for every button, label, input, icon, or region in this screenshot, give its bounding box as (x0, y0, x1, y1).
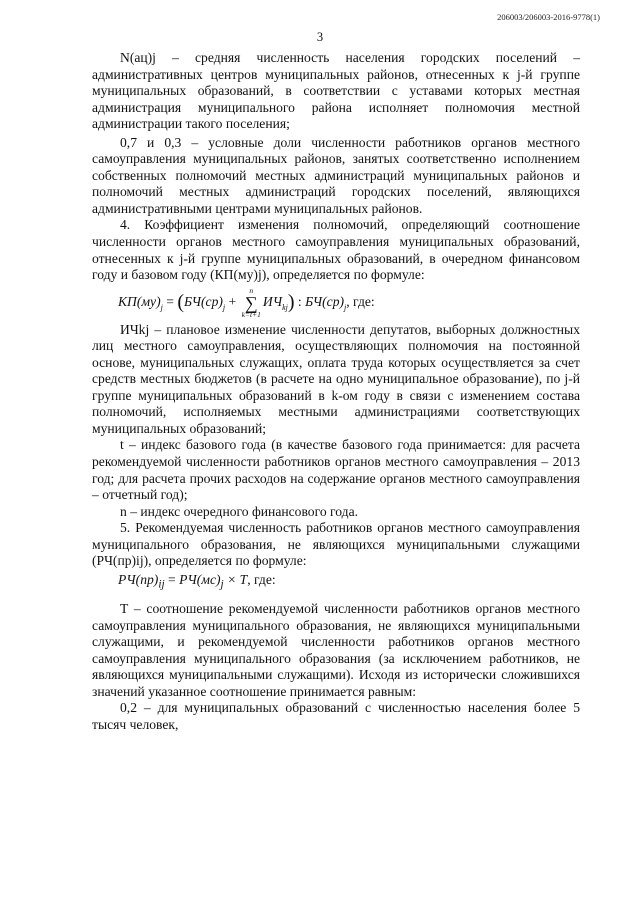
paragraph-nac-definition: N(ац)ј – средняя численность населения городских поселений – административных центров муниципальных районов, отнесенных к j-й группе муниципальных образований, в соответствии с уставами которых местная администрация муниципального района исполняет полномочия местной администрации такого поселения; (92, 50, 580, 132)
paragraph-section-5: 5. Рекомендуемая численность работников органов местного самоуправления муниципального образования, не являющихся муниципальными служащими (РЧ(пр)ij), определяется по формуле: (92, 520, 580, 569)
paragraph-n-index: n – индекс очередного финансового года. (120, 503, 359, 519)
paragraph-t-index: t – индекс базового года (в качестве базового года принимается: для расчета рекомендуемой численности работников органов местного самоуправления – 2013 год; для расчета прочих расходов на содержание органов местного самоуправления – отчетный год); (92, 437, 580, 503)
document-body (92, 50, 580, 734)
formula-kp-lhs: КП(му) (118, 293, 161, 309)
page-number: 3 (316, 30, 324, 44)
paragraph-ratio-value: 0,2 – для муниципальных образований с численностью населения более 5 тысяч человек, (92, 700, 580, 732)
right-paren: ) (287, 290, 295, 313)
sum-operator: n ∑ k=t+1 (241, 285, 261, 319)
formula-rch: $РЧ(пр)_{ij} = РЧ(мс)_j \times T$, где: (118, 571, 276, 591)
paragraph-t-ratio: T – соотношение рекомендуемой численности работников органов местного самоуправления муниципального образования, не являющихся муниципальными служащими, и рекомендуемой численности работников органов местного самоуправления муниципального образования (за исключением работников, не являющихся муниципальными служащими). Исходя из исторически сложившихся значений указанное соотношение принимается равным: (92, 601, 580, 699)
paragraph-section-4: 4. Коэффициент изменения полномочий, определяющий соотношение численности органов местного самоуправления муниципальных образований, отнесенных к j-й группе муниципальных образований, в очередном финансовом году и базовом году (КП(му)ј), определяется по формуле: (92, 217, 580, 283)
left-paren: ( (177, 290, 184, 313)
paragraph-ich-definition: ИЧkj – плановое изменение численности депутатов, выборных должностных лиц местного самоуправления, осуществляющих полномочия на постоянной основе, муниципальных служащих, оплата труда которых осуществляется за счет средств местных бюджетов (в расчете на одно муниципальное образование), по j-й группе муниципальных образований в k-ом году в связи с изменением состава полномочий, исполняемых местными администрациями соответствующих муниципальных образований; (92, 321, 580, 436)
paragraph-shares-definition: 0,7 и 0,3 – условные доли численности работников органов местного самоуправления муниципальных районов, занятых соответственно исполнением собственных полномочий местных администраций муниципальных районов и полномочий местных администраций городских поселений, являющихся административными центрами муниципальных районов. (92, 134, 580, 216)
document-id: 206003/206003-2016-9778(1) (497, 12, 600, 22)
formula-kp: $КП(му)_j = (БЧ(ср)_j$ + n ∑ k=t+1 $ИЧ_{kj}$) : $БЧ(ср)_j$, где: (118, 285, 375, 319)
